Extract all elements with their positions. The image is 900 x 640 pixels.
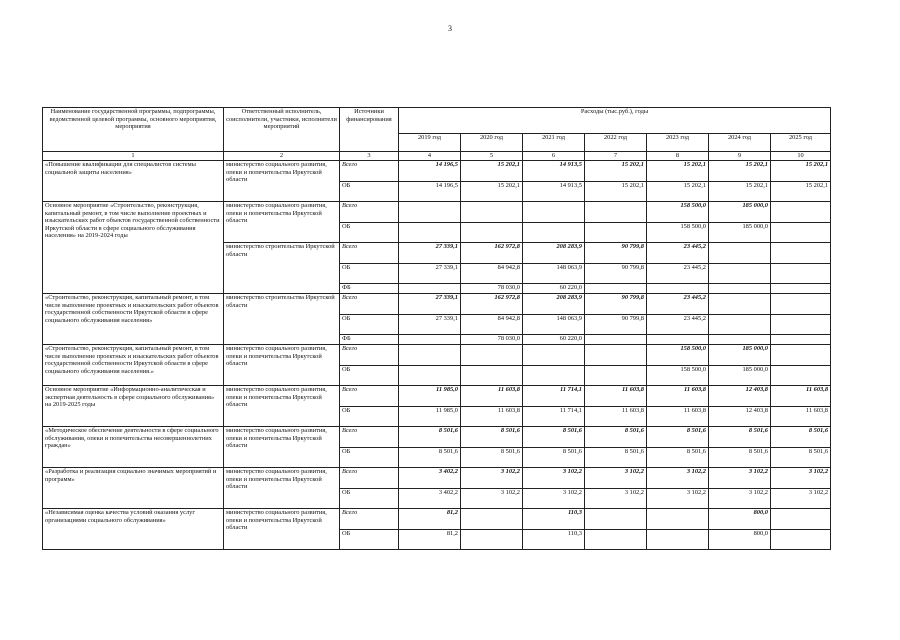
amount-cell <box>647 284 709 294</box>
amount-cell: 3 102,2 <box>647 468 709 489</box>
amount-cell: 12 403,8 <box>709 407 771 427</box>
amount-cell: 3 102,2 <box>709 489 771 509</box>
amount-cell: 162 972,8 <box>461 243 523 264</box>
column-number: 4 <box>399 152 461 161</box>
measure-name: Основное мероприятие «Информационно-аналитическая и экспертная деятельность в сфере социального обслуживания» на 2019-2025 годы <box>43 386 224 427</box>
amount-cell: 8 501,6 <box>461 427 523 448</box>
amount-cell: 11 603,8 <box>771 386 831 407</box>
funding-source: Всего <box>340 468 399 489</box>
amount-cell: 15 202,1 <box>461 161 523 182</box>
executor-cell: министерство социального развития, опеки и попечительства Иркутской области <box>224 161 340 202</box>
source-column-header: Источники финансирования <box>340 108 399 152</box>
amount-cell <box>709 264 771 284</box>
amount-cell <box>399 223 461 243</box>
amount-cell: 23 445,2 <box>647 243 709 264</box>
amount-cell <box>585 202 647 223</box>
amount-cell: 84 942,8 <box>461 264 523 284</box>
amount-cell: 78 030,0 <box>461 335 523 345</box>
year-header: 2019 год <box>399 134 461 152</box>
table-row <box>43 161 831 182</box>
amount-cell: 14 196,5 <box>399 161 461 182</box>
measure-name: «Строительство, реконструкция, капитальный ремонт, в том числе выполнение проектных и изыскательских работ объектов государственной собственности Иркутской области в сфере социального обслуживания населения.» <box>43 345 224 386</box>
executor-cell: министерство социального развития, опеки и попечительства Иркутской области <box>224 345 340 386</box>
amount-cell <box>771 294 831 315</box>
amount-cell <box>399 345 461 366</box>
funding-source: ОБ <box>340 407 399 427</box>
table-row <box>43 294 831 315</box>
amount-cell: 8 501,6 <box>399 448 461 468</box>
column-number: 8 <box>647 152 709 161</box>
table-row <box>43 202 831 223</box>
amount-cell <box>771 264 831 284</box>
amount-cell <box>771 530 831 550</box>
amount-cell: 185 000,0 <box>709 223 771 243</box>
amount-cell: 8 501,6 <box>585 427 647 448</box>
amount-cell: 11 714,1 <box>523 407 585 427</box>
funding-source: Всего <box>340 509 399 530</box>
amount-cell: 8 501,6 <box>647 448 709 468</box>
amount-cell <box>585 284 647 294</box>
amount-cell: 90 799,8 <box>585 243 647 264</box>
amount-cell: 148 063,9 <box>523 264 585 284</box>
amount-cell: 158 500,0 <box>647 223 709 243</box>
amount-cell <box>585 223 647 243</box>
amount-cell: 90 799,8 <box>585 264 647 284</box>
amount-cell <box>461 202 523 223</box>
name-column-header: Наименование государственной программы, подпрограммы, ведомственной целевой программы, основного мероприятия, мероприятия <box>43 108 224 152</box>
amount-cell: 11 985,0 <box>399 386 461 407</box>
amount-cell: 11 603,8 <box>461 407 523 427</box>
amount-cell: 27 339,1 <box>399 315 461 335</box>
executor-cell: министерство социального развития, опеки и попечительства Иркутской области <box>224 468 340 509</box>
measure-name: «Повышение квалификации для специалистов системы социальной защиты населения» <box>43 161 224 202</box>
amount-cell: 23 445,2 <box>647 264 709 284</box>
year-header: 2024 год <box>709 134 771 152</box>
amount-cell: 15 202,1 <box>461 182 523 202</box>
column-number: 6 <box>523 152 585 161</box>
amount-cell: 3 402,2 <box>399 468 461 489</box>
column-number: 3 <box>340 152 399 161</box>
executor-cell: министерство строительства Иркутской области <box>224 243 340 294</box>
amount-cell: 800,0 <box>709 509 771 530</box>
measure-name: Основное мероприятие «Строительство, реконструкция, капитальный ремонт, в том числе выполнение проектных и изыскательских работ объектов государственной собственности Иркутской области в сфере социального обслуживания населения» на 2019-2024 годы <box>43 202 224 294</box>
amount-cell <box>399 366 461 386</box>
amount-cell <box>461 530 523 550</box>
amount-cell: 15 202,1 <box>585 161 647 182</box>
funding-source: ОБ <box>340 489 399 509</box>
amount-cell <box>771 202 831 223</box>
amount-cell: 27 339,1 <box>399 243 461 264</box>
amount-cell: 11 603,8 <box>585 386 647 407</box>
amount-cell: 15 202,1 <box>647 161 709 182</box>
amount-cell: 3 102,2 <box>647 489 709 509</box>
amount-cell <box>771 223 831 243</box>
funding-source: ОБ <box>340 223 399 243</box>
funding-source: ФБ <box>340 284 399 294</box>
table-row <box>43 468 831 489</box>
amount-cell: 8 501,6 <box>771 427 831 448</box>
amount-cell: 148 063,9 <box>523 315 585 335</box>
amount-cell <box>771 243 831 264</box>
amount-cell: 81,2 <box>399 530 461 550</box>
amount-cell: 23 445,2 <box>647 294 709 315</box>
year-header: 2022 год <box>585 134 647 152</box>
funding-source: ОБ <box>340 182 399 202</box>
amount-cell: 15 202,1 <box>771 161 831 182</box>
amount-cell: 3 102,2 <box>585 468 647 489</box>
amount-cell: 3 102,2 <box>709 468 771 489</box>
amount-cell: 11 603,8 <box>771 407 831 427</box>
amount-cell: 800,0 <box>709 530 771 550</box>
amount-cell: 14 913,5 <box>523 161 585 182</box>
funding-source: ФБ <box>340 335 399 345</box>
year-header: 2020 год <box>461 134 523 152</box>
amount-cell <box>647 530 709 550</box>
amount-cell: 15 202,1 <box>585 182 647 202</box>
amount-cell: 8 501,6 <box>523 448 585 468</box>
amount-cell: 3 102,2 <box>523 489 585 509</box>
table-row <box>43 386 831 407</box>
budget-table <box>42 107 831 550</box>
funding-source: Всего <box>340 427 399 448</box>
amount-cell: 11 603,8 <box>461 386 523 407</box>
amount-cell: 3 102,2 <box>461 468 523 489</box>
amount-cell: 110,3 <box>523 530 585 550</box>
funding-source: Всего <box>340 202 399 223</box>
amount-cell <box>523 223 585 243</box>
amount-cell: 208 283,9 <box>523 243 585 264</box>
amount-cell: 27 339,1 <box>399 264 461 284</box>
amount-cell: 8 501,6 <box>399 427 461 448</box>
amount-cell: 8 501,6 <box>771 448 831 468</box>
amount-cell <box>709 284 771 294</box>
amount-cell: 15 202,1 <box>771 182 831 202</box>
measure-name: «Разработка и реализация социально значимых мероприятий и программ» <box>43 468 224 509</box>
amount-cell: 15 202,1 <box>709 161 771 182</box>
amount-cell: 8 501,6 <box>709 427 771 448</box>
amount-cell <box>523 366 585 386</box>
amount-cell: 208 283,9 <box>523 294 585 315</box>
amount-cell <box>461 345 523 366</box>
amount-cell: 12 403,8 <box>709 386 771 407</box>
amount-cell <box>647 509 709 530</box>
amount-cell <box>585 335 647 345</box>
expenses-column-header: Расходы (тыс.руб.), годы <box>399 108 831 134</box>
amount-cell: 3 102,2 <box>523 468 585 489</box>
year-header: 2025 год <box>771 134 831 152</box>
amount-cell <box>771 345 831 366</box>
amount-cell: 3 402,2 <box>399 489 461 509</box>
amount-cell: 14 913,5 <box>523 182 585 202</box>
measure-name: «Методическое обеспечение деятельности в сфере социального обслуживания, опеки и попечительства несовершеннолетних граждан» <box>43 427 224 468</box>
page-number: 3 <box>448 24 452 33</box>
amount-cell: 90 799,8 <box>585 294 647 315</box>
column-number: 9 <box>709 152 771 161</box>
amount-cell <box>771 315 831 335</box>
amount-cell: 14 196,5 <box>399 182 461 202</box>
column-number: 1 <box>43 152 224 161</box>
amount-cell <box>399 202 461 223</box>
amount-cell <box>771 335 831 345</box>
amount-cell <box>399 335 461 345</box>
amount-cell: 3 102,2 <box>771 489 831 509</box>
funding-source: ОБ <box>340 264 399 284</box>
executor-cell: министерство социального развития, опеки и попечительства Иркутской области <box>224 427 340 468</box>
amount-cell <box>709 335 771 345</box>
measure-name: «Независимая оценка качества условий оказания услуг организациями социального обслуживания» <box>43 509 224 550</box>
table-row <box>43 427 831 448</box>
amount-cell: 185 000,0 <box>709 345 771 366</box>
amount-cell: 15 202,1 <box>647 182 709 202</box>
amount-cell: 3 102,2 <box>771 468 831 489</box>
amount-cell <box>523 345 585 366</box>
amount-cell: 158 500,0 <box>647 366 709 386</box>
amount-cell: 27 339,1 <box>399 294 461 315</box>
amount-cell: 90 799,8 <box>585 315 647 335</box>
funding-source: ОБ <box>340 315 399 335</box>
column-number: 2 <box>224 152 340 161</box>
amount-cell: 185 000,0 <box>709 202 771 223</box>
amount-cell <box>585 509 647 530</box>
funding-source: Всего <box>340 294 399 315</box>
amount-cell: 60 220,0 <box>523 335 585 345</box>
year-header: 2021 год <box>523 134 585 152</box>
funding-source: ОБ <box>340 530 399 550</box>
amount-cell: 11 985,0 <box>399 407 461 427</box>
measure-name: «Строительство, реконструкция, капитальный ремонт, в том числе выполнение проектных и изыскательских работ объектов государственной собственности Иркутской области в сфере социального обслуживания населения» <box>43 294 224 345</box>
amount-cell: 162 972,8 <box>461 294 523 315</box>
funding-source: ОБ <box>340 448 399 468</box>
table-row <box>43 509 831 530</box>
column-number: 10 <box>771 152 831 161</box>
executor-cell: министерство строительства Иркутской области <box>224 294 340 345</box>
column-number: 7 <box>585 152 647 161</box>
executor-cell: министерство социального развития, опеки и попечительства Иркутской области <box>224 202 340 243</box>
amount-cell: 3 102,2 <box>461 489 523 509</box>
amount-cell <box>399 284 461 294</box>
amount-cell: 11 603,8 <box>647 386 709 407</box>
amount-cell: 23 445,2 <box>647 315 709 335</box>
amount-cell <box>585 530 647 550</box>
amount-cell <box>709 315 771 335</box>
amount-cell <box>771 366 831 386</box>
amount-cell <box>771 284 831 294</box>
funding-source: Всего <box>340 161 399 182</box>
year-header: 2023 год <box>647 134 709 152</box>
executor-cell: министерство социального развития, опеки и попечительства Иркутской области <box>224 509 340 550</box>
executor-column-header: Ответственный исполнитель, соисполнители, участники, исполнители мероприятий <box>224 108 340 152</box>
amount-cell <box>585 345 647 366</box>
table-row <box>43 345 831 366</box>
funding-source: Всего <box>340 386 399 407</box>
amount-cell: 11 603,8 <box>647 407 709 427</box>
funding-source: Всего <box>340 243 399 264</box>
amount-cell <box>461 366 523 386</box>
amount-cell: 8 501,6 <box>647 427 709 448</box>
amount-cell <box>461 223 523 243</box>
amount-cell <box>461 509 523 530</box>
amount-cell: 8 501,6 <box>461 448 523 468</box>
amount-cell <box>709 294 771 315</box>
amount-cell: 158 500,0 <box>647 345 709 366</box>
amount-cell: 185 000,0 <box>709 366 771 386</box>
amount-cell <box>709 243 771 264</box>
funding-source: Всего <box>340 345 399 366</box>
amount-cell: 8 501,6 <box>585 448 647 468</box>
amount-cell: 110,3 <box>523 509 585 530</box>
amount-cell: 11 603,8 <box>585 407 647 427</box>
amount-cell: 11 714,1 <box>523 386 585 407</box>
amount-cell: 78 030,0 <box>461 284 523 294</box>
amount-cell: 158 500,0 <box>647 202 709 223</box>
amount-cell: 81,2 <box>399 509 461 530</box>
funding-source: ОБ <box>340 366 399 386</box>
amount-cell: 8 501,6 <box>709 448 771 468</box>
amount-cell: 60 220,0 <box>523 284 585 294</box>
amount-cell: 84 942,8 <box>461 315 523 335</box>
amount-cell: 15 202,1 <box>709 182 771 202</box>
amount-cell <box>771 509 831 530</box>
column-number: 5 <box>461 152 523 161</box>
executor-cell: министерство социального развития, опеки и попечительства Иркутской области <box>224 386 340 427</box>
amount-cell <box>523 202 585 223</box>
amount-cell: 8 501,6 <box>523 427 585 448</box>
amount-cell: 3 102,2 <box>585 489 647 509</box>
amount-cell <box>647 335 709 345</box>
amount-cell <box>585 366 647 386</box>
